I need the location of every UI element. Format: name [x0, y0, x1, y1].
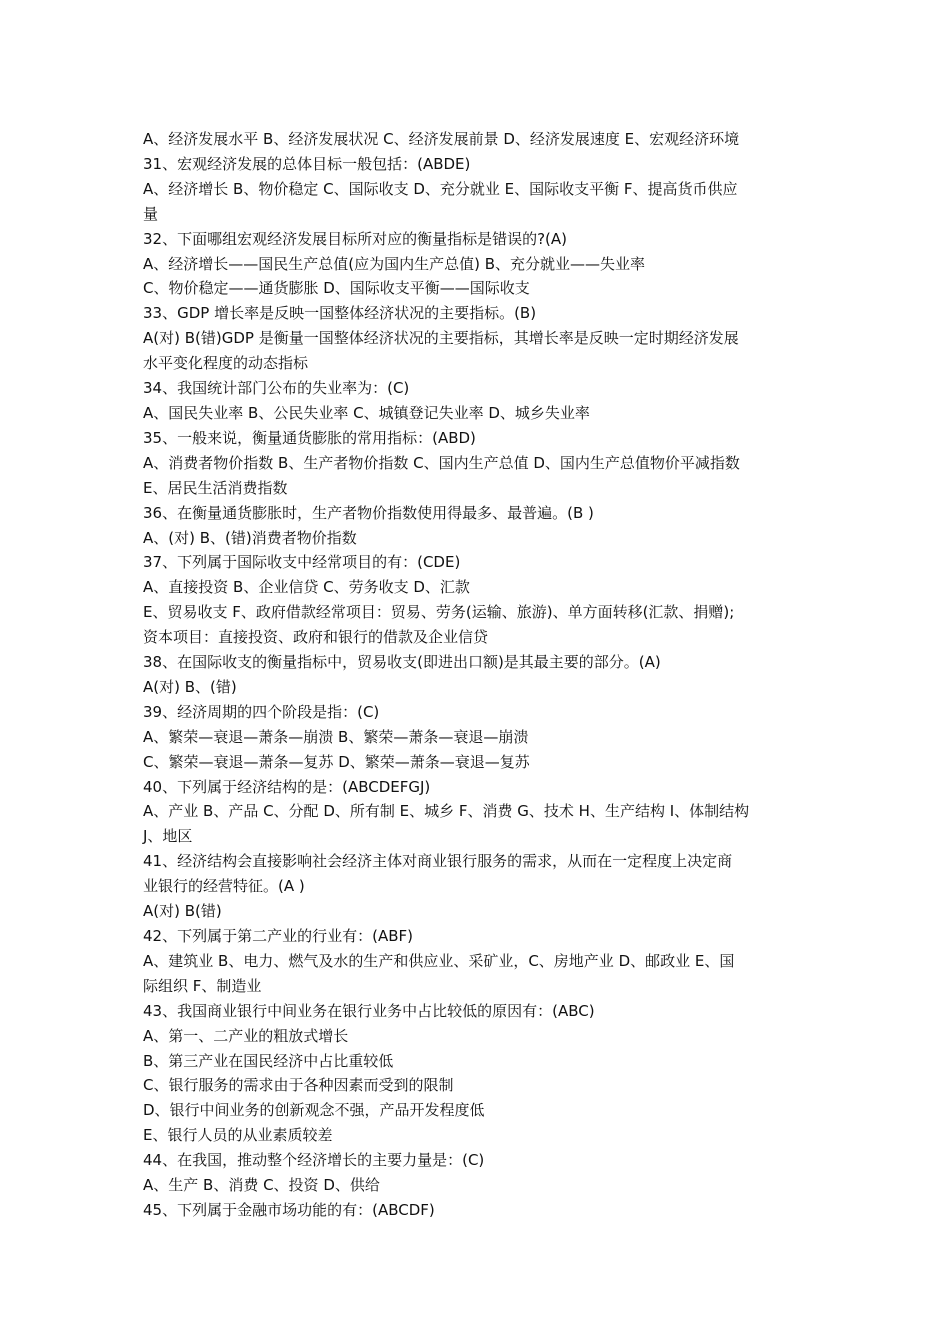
question-title: 44、在我国，推动整个经济增长的主要力量是：(C) — [143, 1151, 485, 1170]
answer-options: E、贸易收支 F、政府借款经常项目：贸易、劳务(运输、旅游)、单方面转移(汇款、捐赠); — [143, 603, 735, 622]
question-title: 32、下面哪组宏观经济发展目标所对应的衡量指标是错误的?(A) — [143, 229, 568, 248]
question-title: 31、宏观经济发展的总体目标一般包括：(ABDE) — [143, 154, 471, 173]
answer-options: A、(对) B、(错)消费者物价指数 — [143, 528, 357, 547]
question-title: 业银行的经营特征。(A ) — [143, 877, 305, 896]
answer-options: D、银行中间业务的创新观念不强，产品开发程度低 — [143, 1101, 485, 1120]
document-body — [143, 127, 808, 1223]
answer-options: 水平变化程度的动态指标 — [143, 354, 309, 373]
question-title: 38、在国际收支的衡量指标中，贸易收支(即进出口额)是其最主要的部分。(A) — [143, 653, 661, 672]
answer-options: C、繁荣—衰退—萧条—复苏 D、繁荣—萧条—衰退—复苏 — [143, 752, 530, 771]
question-title: 34、我国统计部门公布的失业率为：(C) — [143, 379, 410, 398]
question-title: 39、经济周期的四个阶段是指：(C) — [143, 702, 380, 721]
answer-options: A(对) B、(错) — [143, 677, 237, 696]
answer-options: A、消费者物价指数 B、生产者物价指数 C、国内生产总值 D、国内生产总值物价平减指数 — [143, 453, 740, 472]
answer-options: E、银行人员的从业素质较差 — [143, 1126, 333, 1145]
answer-options: A(对) B(错)GDP 是衡量一国整体经济状况的主要指标，其增长率是反映一定时期经济发展 — [143, 329, 739, 348]
answer-options: A、国民失业率 B、公民失业率 C、城镇登记失业率 D、城乡失业率 — [143, 403, 590, 422]
answer-options: A、第一、二产业的粗放式增长 — [143, 1026, 349, 1045]
answer-options: 量 — [143, 204, 159, 223]
answer-options: A、生产 B、消费 C、投资 D、供给 — [143, 1176, 380, 1195]
question-title: 42、下列属于第二产业的行业有：(ABF) — [143, 927, 413, 945]
question-title: 37、下列属于国际收支中经常项目的有：(CDE) — [143, 553, 461, 572]
text-line: A、经济发展水平 B、经济发展状况 C、经济发展前景 D、经济发展速度 E、宏观经济环境 — [143, 130, 740, 148]
question-title: 43、我国商业银行中间业务在银行业务中占比较低的原因有：(ABC) — [143, 1001, 595, 1020]
answer-options: C、银行服务的需求由于各种因素而受到的限制 — [143, 1076, 454, 1095]
question-title: 35、一般来说，衡量通货膨胀的常用指标：(ABD) — [143, 428, 476, 447]
question-title: 40、下列属于经济结构的是：(ABCDEFGJ) — [143, 777, 431, 796]
answer-options: 资本项目：直接投资、政府和银行的借款及企业信贷 — [143, 628, 489, 647]
question-title: 41、经济结构会直接影响社会经济主体对商业银行服务的需求，从而在一定程度上决定商 — [143, 852, 733, 871]
answer-options: B、第三产业在国民经济中占比重较低 — [143, 1051, 394, 1070]
question-title: 33、GDP 增长率是反映一国整体经济状况的主要指标。(B) — [143, 304, 537, 323]
answer-options: A、经济增长——国民生产总值(应为国内生产总值) B、充分就业——失业率 — [143, 254, 646, 273]
answer-options: E、居民生活消费指数 — [143, 478, 288, 497]
answer-options: A、产业 B、产品 C、分配 D、所有制 E、城乡 F、消费 G、技术 H、生产结构 I、体制结构 — [143, 802, 750, 821]
answer-options: A(对) B(错) — [143, 902, 222, 921]
answer-options: A、繁荣—衰退—萧条—崩溃 B、繁荣—萧条—衰退—崩溃 — [143, 727, 529, 746]
answer-options: A、直接投资 B、企业信贷 C、劳务收支 D、汇款 — [143, 578, 470, 597]
answer-options: C、物价稳定——通货膨胀 D、国际收支平衡——国际收支 — [143, 279, 530, 298]
question-title: 45、下列属于金融市场功能的有：(ABCDF) — [143, 1200, 435, 1219]
answer-options: A、经济增长 B、物价稳定 C、国际收支 D、充分就业 E、国际收支平衡 F、提高货币供应 — [143, 179, 738, 198]
question-title: 36、在衡量通货膨胀时，生产者物价指数使用得最多、最普遍。(B ) — [143, 503, 594, 522]
answer-options: A、建筑业 B、电力、燃气及水的生产和供应业、采矿业，C、房地产业 D、邮政业 E、国 — [143, 951, 735, 970]
answer-options: J、地区 — [143, 827, 193, 846]
answer-options: 际组织 F、制造业 — [143, 976, 262, 995]
